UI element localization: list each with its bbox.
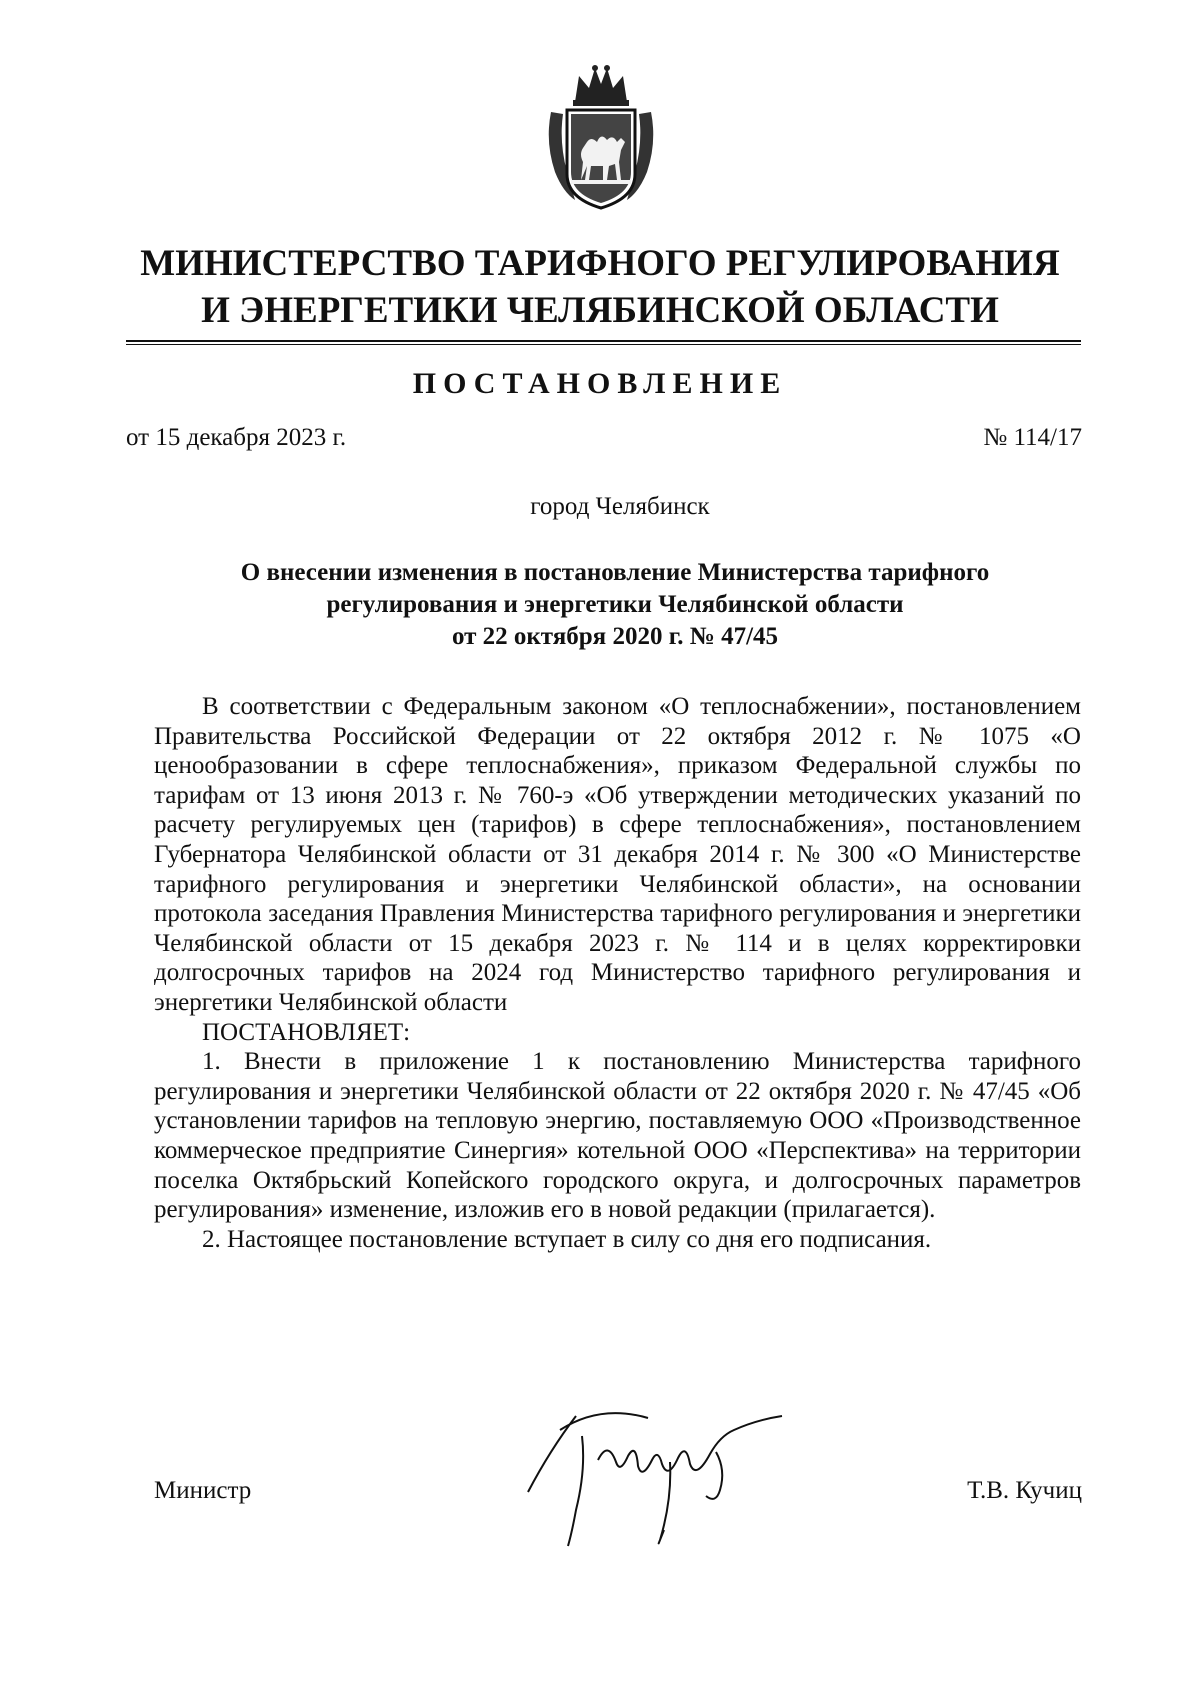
ministry-name-line2: И ЭНЕРГЕТИКИ ЧЕЛЯБИНСКОЙ ОБЛАСТИ	[201, 290, 999, 331]
resolves-heading: ПОСТАНОВЛЯЕТ:	[202, 1018, 411, 1046]
signatory-role: Министр	[154, 1477, 252, 1504]
item-1-paragraph: 1. Внести в приложение 1 к постановлению Министерства тарифного регулирования и энергетики Челябинской области от 22 октября 2020 г. № 47/45 «Об установлении тарифов на тепловую энергию, поставляемую ООО «Производственное коммерческое предприятие Синергия» котельной ООО «Перспектива» на территории поселка Октябрьский Копейского городского округа, и долгосрочных параметров регулирования» изменение, изложив его в новой редакции (прилагается).	[154, 1048, 1081, 1224]
document-city: город Челябинск	[530, 493, 710, 520]
signatory-name: Т.В. Кучиц	[967, 1477, 1082, 1504]
header-divider	[126, 340, 1081, 345]
document-type: ПОСТАНОВЛЕНИЕ	[412, 367, 788, 400]
ministry-name-line1: МИНИСТЕРСТВО ТАРИФНОГО РЕГУЛИРОВАНИЯ	[140, 243, 1060, 284]
subject-line3: от 22 октября 2020 г. № 47/45	[451, 623, 779, 650]
item-2-paragraph: 2. Настоящее постановление вступает в силу со дня его подписания.	[202, 1225, 932, 1253]
document-number: № 114/17	[983, 424, 1082, 451]
document-subject	[150, 557, 1080, 653]
subject-line2: регулирования и энергетики Челябинской области	[326, 591, 904, 618]
subject-line1: О внесении изменения в постановление Министерства тарифного	[240, 559, 990, 586]
coat-of-arms-icon	[545, 62, 657, 212]
document-date: от 15 декабря 2023 г.	[126, 424, 347, 451]
preamble-paragraph: В соответствии с Федеральным законом «О теплоснабжении», постановлением Правительства Российской Федерации от 22 октября 2012 г. № 1075 «О ценообразовании в сфере теплоснабжения», приказом Федеральной службы по тарифам от 13 июня 2013 г. № 760-э «Об утверждении методических указаний по расчету регулируемых цен (тарифов) в сфере теплоснабжения», постановлением Губернатора Челябинской области от 31 декабря 2014 г. № 300 «О Министерстве тарифного регулирования и энергетики Челябинской области», на основании протокола заседания Правления Министерства тарифного регулирования и энергетики Челябинской области от 15 декабря 2023 г. № 114 и в целях корректировки долгосрочных тарифов на 2024 год Министерство тарифного регулирования и энергетики Челябинской области	[154, 693, 1081, 1016]
handwritten-signature	[520, 1400, 790, 1550]
document-body	[154, 692, 1081, 1254]
ministry-name	[100, 240, 1100, 334]
